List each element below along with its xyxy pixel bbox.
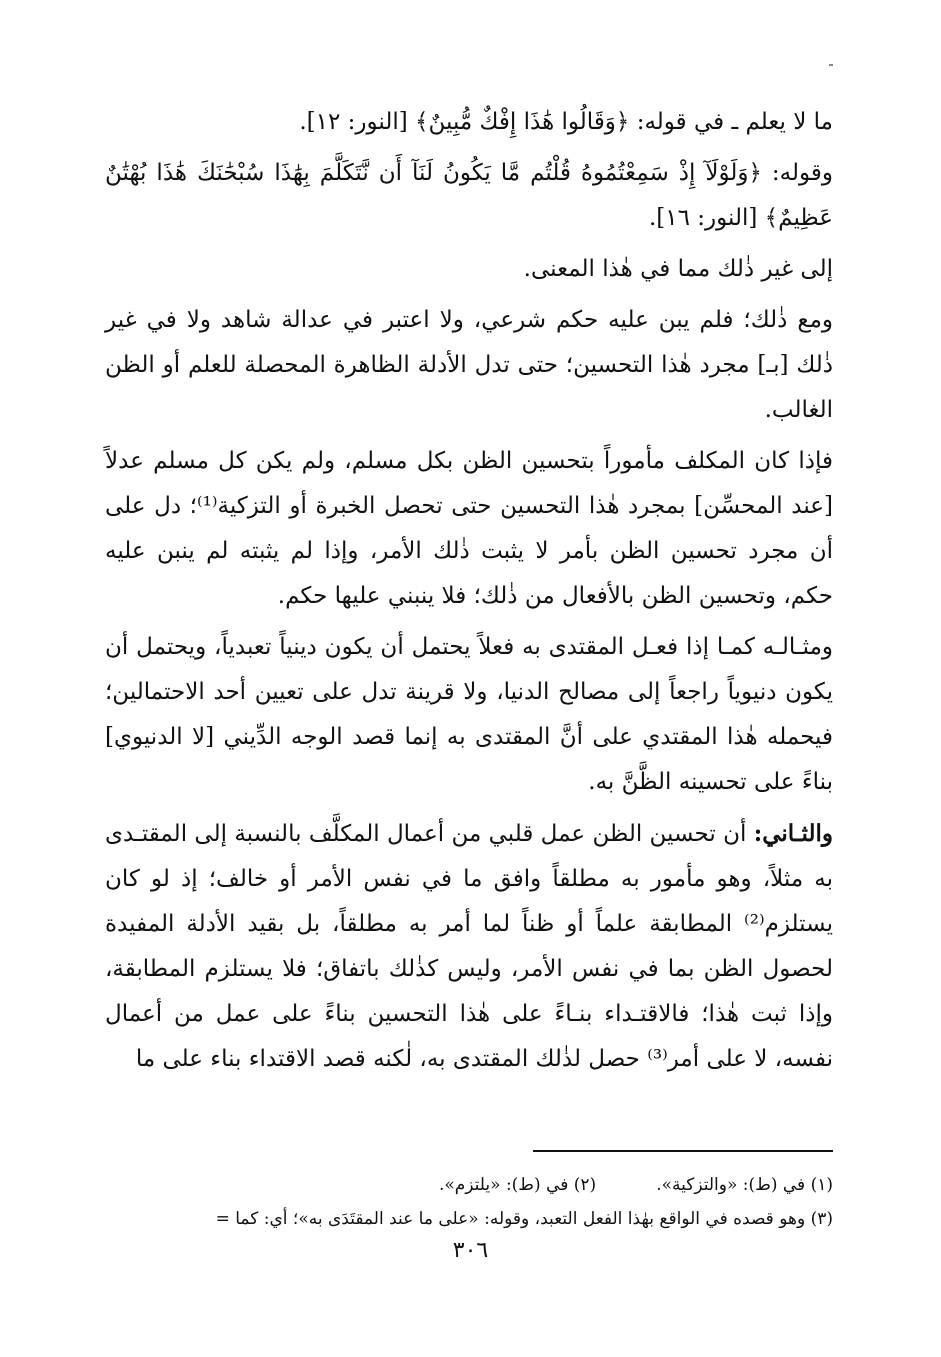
paragraph-7: [105, 811, 833, 1082]
paragraph-2-text: وقوله: ﴿وَلَوْلَآ إِذْ سَمِعْتُمُوهُ قُلْتُم مَّا يَكُونُ لَنَآ أَن نَّتَكَلَّمَ بِهَٰذَا سُبْحَٰنَكَ هَٰذَا بُهْتَٰنٌ عَظِيمٌ﴾ [النور: ١٦].: [105, 160, 833, 231]
paragraph-3-text: إلى غير ذٰلك مما في هٰذا المعنى.: [523, 256, 833, 282]
footnote-1: (١) في (ط): «والتزكية».: [656, 1175, 833, 1195]
footnote-3: (٣) وهو قصده في الواقع بهٰذا الفعل التعبد، وقوله: «على ما عند المقتَدَى به»؛ أي: كما =: [215, 1209, 833, 1229]
page-number: ٣٠٦: [452, 1238, 489, 1263]
main-text: [105, 100, 833, 1088]
footnote-row-1: [105, 1168, 833, 1202]
paragraph-3: [105, 247, 833, 292]
paragraph-1: [105, 100, 833, 145]
paragraph-6-text: ومثـالـه كمـا إذا فعـل المقتدى به فعلاً يحتمل أن يكون دينياً تعبدياً، ويحتمل أن يكون دنيوياً راجعاً إلى مصالح الدنيا، ولا قرينة تدل على تعيين أحد الاحتمالين؛ فيحمله هٰذا المقتدي على أنَّ المقتدى به إنما قصد الوجه الدِّيني [لا الدنيوي] بناءً على تحسينه الظَّنَّ به.: [105, 634, 833, 795]
paragraph-5-text: فإذا كان المكلف مأموراً بتحسين الظن بكل مسلم، ولم يكن كل مسلم عدلاً [عند المحسِّن] بمجرد هٰذا التحسين حتى تحصل الخبرة أو التزكية⁽¹⁾؛ دل على أن مجرد تحسين الظن بأمر لا يثبت ذٰلك الأمر، وإذا لم يثبته لم ينبن عليه حكم، وتحسين الظن بالأفعال من ذٰلك؛ فلا ينبني عليها حكم.: [105, 448, 833, 609]
footnote-2: (٢) في (ط): «يلتزم».: [438, 1175, 597, 1195]
paragraph-4: [105, 298, 833, 433]
paragraph-2: [105, 151, 833, 241]
paragraph-7-lead: والثـاني:: [753, 820, 833, 847]
footnotes: [105, 1168, 833, 1236]
paragraph-1-text: ما لا يعلم ـ في قوله: ﴿وَقَالُوا هَٰذَا إِفْكٌ مُّبِينٌ﴾ [النور: ١٢].: [299, 109, 833, 135]
paragraph-4-text: ومع ذٰلك؛ فلم يبن عليه حكم شرعي، ولا اعتبر في عدالة شاهد ولا في غير ذٰلك [بـ] مجرد هٰذا التحسين؛ حتى تدل الأدلة الظاهرة المحصلة للعلم أو الظن الغالب.: [105, 307, 833, 423]
paragraph-6: [105, 625, 833, 805]
paragraph-7-text: أن تحسين الظن عمل قلبي من أعمال المكلَّف بالنسبة إلى المقتـدى به مثلاً، وهو مأمور به مطلقاً وافق ما في نفس الأمر أو خالف؛ إذ لو كان يستلزم⁽²⁾ المطابقة علماً أو ظناً لما أمر به مطلقاً، بل بقيد الأدلة المفيدة لحصول الظن بما في نفس الأمر، وليس كذٰلك باتفاق؛ فلا يستلزم المطابقة، وإذا ثبت هٰذا؛ فالاقتـداء بنـاءً على هٰذا التحسين بناءً على عمل من أعمال نفسه، لا على أمر⁽³⁾ حصل لذٰلك المقتدى به، لٰكنه قصد الاقتداء بناء على ما: [105, 821, 833, 1072]
paragraph-5: [105, 439, 833, 619]
margin-mark: [829, 64, 833, 66]
footnote-row-2: [105, 1202, 833, 1236]
footnote-separator: [533, 1150, 833, 1152]
